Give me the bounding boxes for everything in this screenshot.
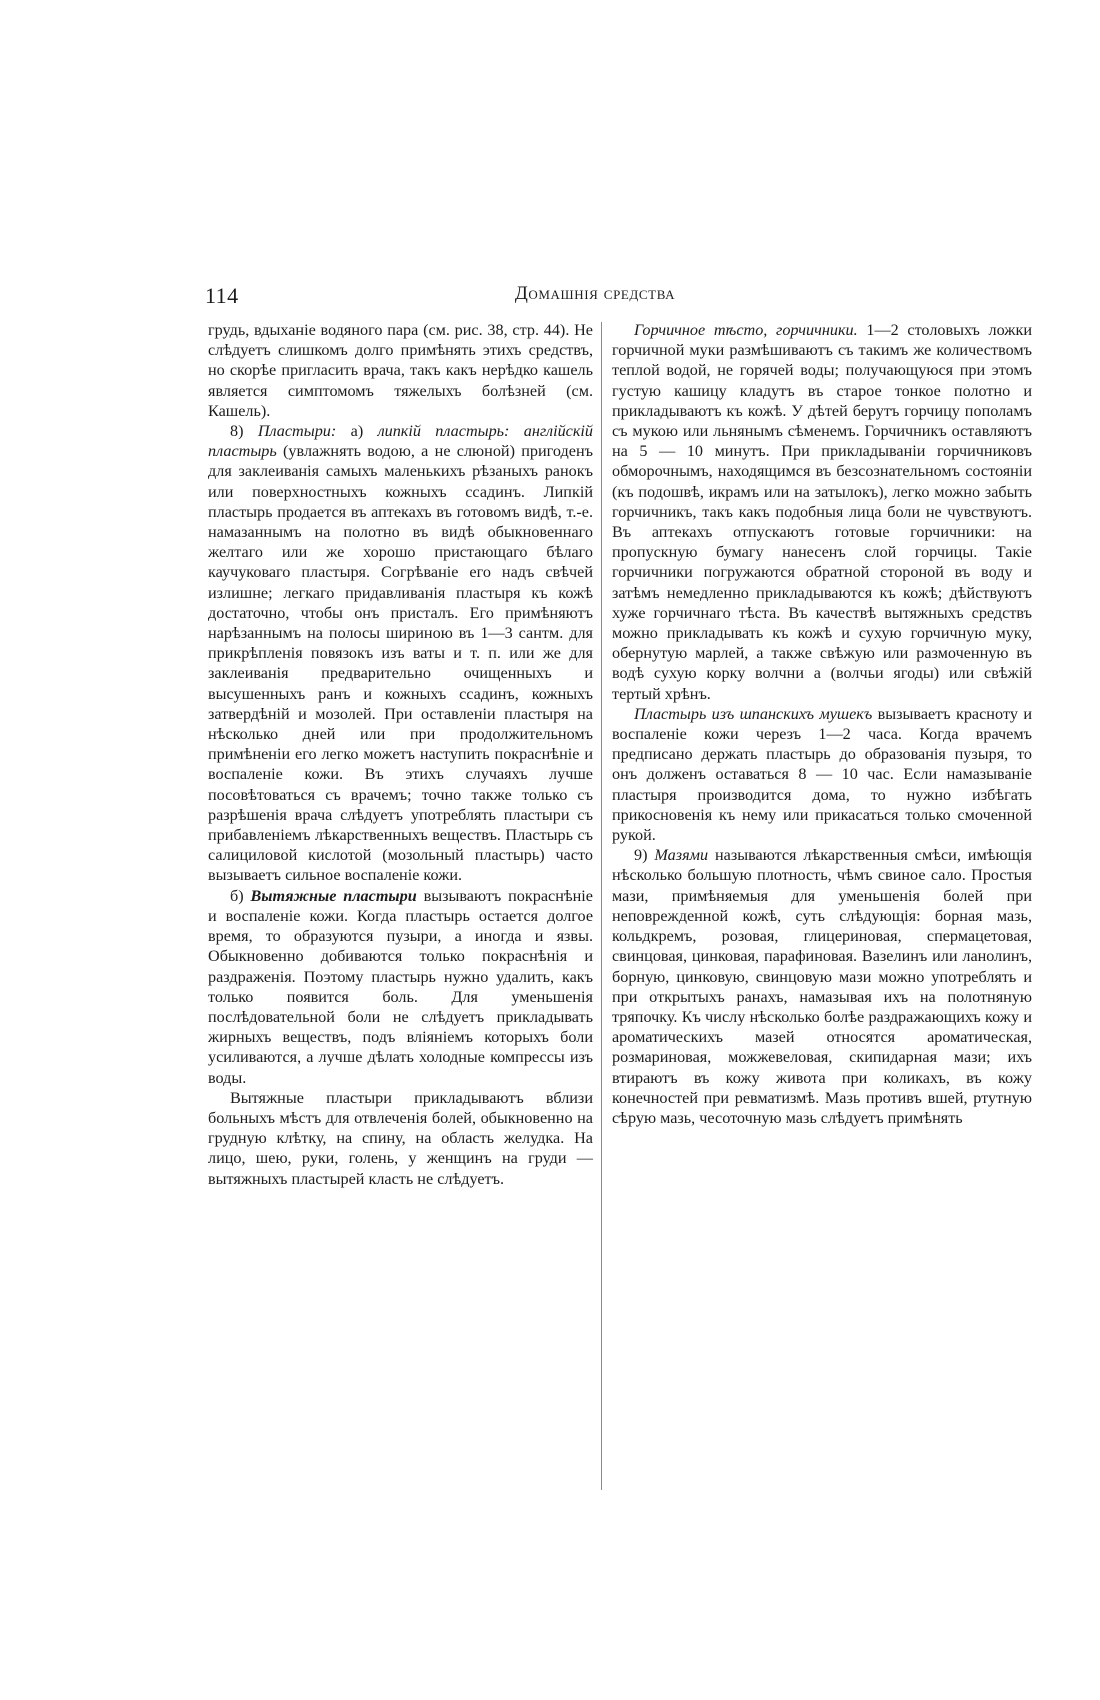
section-term: Пластырь изъ шпанскихъ мушекъ: [634, 704, 873, 723]
paragraph-text: называются лѣкарственныя смѣси, имѣющія нѣсколько большую плотность, чѣмъ свиное сало. Простыя мази, примѣняемыя для уменьшенія болей при неповрежденной кожѣ, суть слѣдующія: борная мазь, кольдкремъ, розовая, глицериновая, спермацетовая, свинцовая, цинковая, парафиновая. Вазелинъ или ланолинъ, борную, цинковую, свинцовую мази можно употреблять и при открытыхъ ранахъ, намазывая ихъ на полотняную тряпочку. Къ числу нѣсколько болѣе раздражающихъ кожу и ароматическихъ мазей относятся ароматическая, розмариновая, можжевеловая, скипидарная мази; ихъ втираютъ въ кожу живота при коликахъ, въ кожу конечностей при ревматизмѣ. Мазь противъ вшей, ртутную сѣрую мазь, чесоточную мазь слѣдуетъ примѣнять: [612, 846, 1032, 1127]
item-letter: б): [230, 886, 251, 905]
paragraph-text: (увлажнять водою, а не слюной) пригоденъ для заклеиванія самыхъ маленькихъ рѣзаныхъ ранокъ или поверхностныхъ кожныхъ ссадинъ. Липкій пластырь продается въ аптекахъ въ готовомъ видѣ, т.-е. намазаннымъ на полотно въ видѣ обыкновеннаго желтаго или же хорошо пристающаго бѣлаго каучуковаго пластыря. Согрѣваніе его надъ свѣчей излишне; легкаго придавливанія пластыря къ кожѣ достаточно, чтобы онъ присталъ. Его примѣняютъ нарѣзаннымъ на полосы шириною въ 1—3 сантм. для прикрѣпленія повязокъ изъ ваты и т. п. или же для заклеиванія предварительно очищенныхъ и высушенныхъ ранъ и кожныхъ ссадинъ, кожныхъ затвердѣній и мозолей. При оставленіи пластыря на нѣсколько дней или при продолжительномъ примѣненіи его легко можетъ наступить покраснѣніе и воспаленіе кожи. Въ этихъ случаяхъ лучше посовѣтоваться съ врачемъ; точно также только съ разрѣшенія врача слѣдуетъ употреблять пластыри съ прибавленіемъ лѣкарственныхъ веществъ. Пластырь съ салициловой кислотой (мозольный пластырь) часто вызываетъ сильное воспаленіе кожи.: [208, 442, 593, 885]
paragraph-text: вызываютъ покраснѣніе и воспаленіе кожи. Когда пластырь остается долгое время, то образуются пузыри, а иногда и язвы. Обыкновенно добиваются только покраснѣнія и раздраженія. Поэтому пластырь нужно удалить, какъ только появится боль. Для уменьшенія послѣдовательной боли не слѣдуетъ прикладывать жирныхъ веществъ, подъ вліяніемъ которыхъ боли усиливаются, а лучше дѣлать холодные компрессы изъ воды.: [208, 886, 593, 1087]
paragraph-vytyazhnye: [208, 886, 593, 1088]
paragraph: Вытяжные пластыри прикладываютъ вблизи больныхъ мѣстъ для отвлеченія болей, обыкновенно на грудную клѣтку, на спину, на область желудка. На лицо, шею, руки, голень, у женщинъ на груди — вытяжныхъ пластырей класть не слѣдуетъ.: [208, 1088, 593, 1188]
paragraph: грудь, вдыханіе водяного пара (см. рис. 38, стр. 44). Не слѣдуетъ слишкомъ долго примѣнять этихъ средствъ, но скорѣе пригласить врача, такъ какъ нерѣдко кашель является симптомомъ тяжелыхъ болѣзней (см. Кашель).: [208, 321, 593, 420]
paragraph-text: 1—2 столовыхъ ложки горчичной муки размѣшиваютъ съ такимъ же количествомъ теплой водой, не горячей воды; получающуюся при этомъ густую кашицу кладутъ въ старое тонкое полотно и прикладываютъ къ кожѣ. У дѣтей берутъ горчицу пополамъ съ мукою или льнянымъ сѣменемъ. Горчичникъ оставляютъ на 5 — 10 минутъ. При прикладываніи горчичниковъ обморочнымъ, находящимся въ безсознательномъ состояніи (къ подошвѣ, икрамъ или на затылокъ), легко можно забыть горчичникъ, такъ какъ подобныя лица боли не чувствуютъ. Въ аптекахъ отпускаютъ готовые горчичники: на пропускную бумагу нанесенъ слой горчицы. Такіе горчичники погружаются обратной стороной въ воду и затѣмъ немедленно прикладываются къ кожѣ; дѣйствуютъ хуже горчичнаго тѣста. Въ качествѣ вытяжныхъ средствъ можно прикладывать къ кожѣ и сухую горчичную муку, обернутую марлей, а также свѣжую или размоченную въ водѣ сухую корку волчни а (волчьи ягоды) или свѣжій тертый хрѣнъ.: [612, 321, 1032, 703]
paragraph-ointments: [612, 845, 1032, 1128]
column-divider: [601, 322, 602, 1490]
paragraph-text: вызываетъ краснoту и воспаленіе кожи черезъ 1—2 часа. Когда врачемъ предписано держать пластырь до образованія пузыря, то онъ долженъ оставаться 8 — 10 час. Если намазываніе пластыря производится дома, то нужно избѣгать прикосновенія къ нему или прикасаться только смоченной рукой.: [612, 704, 1032, 845]
page-number: 114: [205, 283, 239, 308]
item-number: 8): [230, 422, 258, 441]
running-title: Домашнія средства: [514, 283, 676, 304]
section-term: Горчичное тѣсто, горчичники.: [634, 321, 858, 339]
right-column: [612, 320, 1032, 1490]
left-column: [208, 320, 593, 1490]
section-term: Вытяжные пластыри: [250, 886, 417, 905]
item-letter: а): [336, 422, 378, 441]
section-term: липкій пластырь: англійскій пластырь: [208, 422, 594, 461]
paragraph-mustard: [612, 320, 1032, 704]
section-term: Пластыри:: [257, 422, 337, 441]
paragraph-spanish-fly: [612, 704, 1032, 845]
item-number: 9): [634, 846, 655, 865]
section-term: Мазями: [654, 846, 709, 865]
page-header: [205, 283, 985, 311]
paragraph-plasters: [208, 421, 593, 886]
